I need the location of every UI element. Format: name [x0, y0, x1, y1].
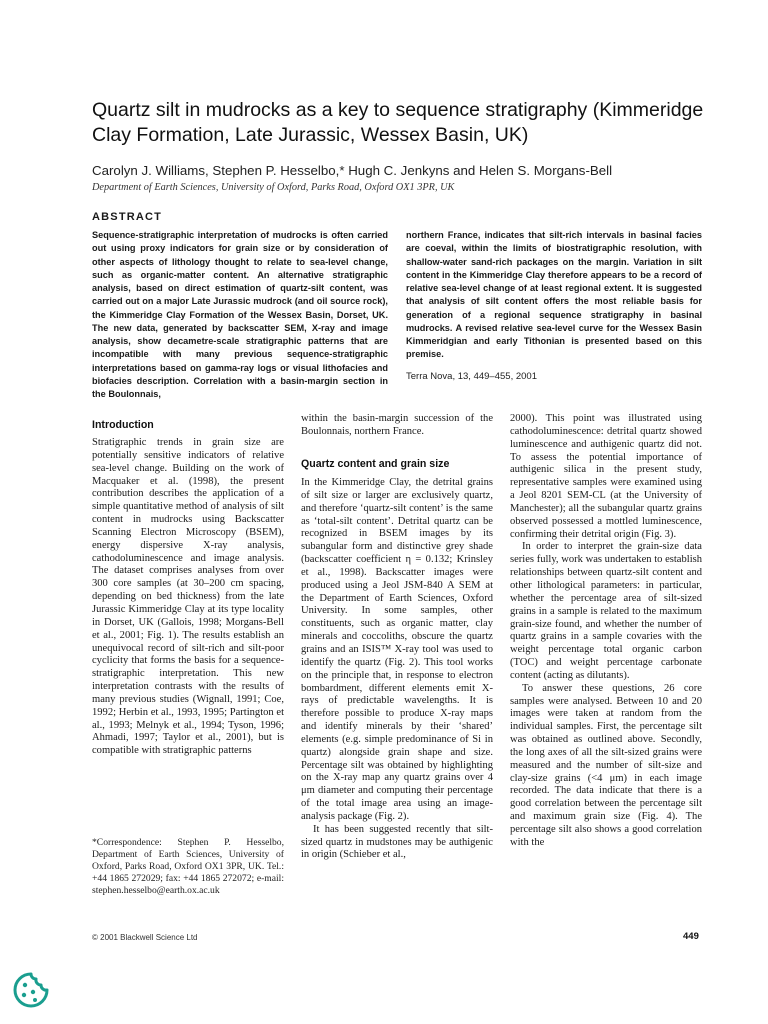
journal-citation: Terra Nova, 13, 449–455, 2001 [406, 371, 537, 382]
author-list: Carolyn J. Williams, Stephen P. Hesselbo,* Hugh C. Jenkyns and Helen S. Morgans-Bell [92, 163, 613, 178]
body-column-3 [510, 413, 702, 850]
continuation-paragraph: within the basin-margin succession of the Boulonnais, northern France. [301, 413, 493, 437]
body-column-2-lower [301, 477, 493, 862]
introduction-heading: Introduction [92, 419, 154, 431]
body-column-1 [92, 437, 284, 758]
abstract-text-left: Sequence-stratigraphic interpretation of mudrocks is often carried out using proxy indicators for grain size or by consideration of other aspects of lithology thought to relate to sea-level change, such as organic-matter content. An alternative stratigraphic analysis, based on direct estimation of quartz-silt content, was carried out on a major Late Jurassic mudrock (and oil source rock), the Kimmeridge Clay Formation of the Wessex Basin, Dorset, UK. The new data, generated by backscatter SEM, X-ray and image analysis, show decametre-scale stratigraphic patterns that are incompatible with many previous sequence-stratigraphic interpretations based on gamma-ray logs or visual lithofacies and biofacies description. Correlation with a basin-margin section in the Boulonnais, [92, 230, 388, 399]
intro-paragraph: Stratigraphic trends in grain size are potentially sensitive indicators of relative sea-level change. Building on the work of Macquaker et al. (1998), the present contribution describes the application of a simple quantitative method of analysis of silt content in mudrocks using Backscatter Scanning Electron Microscopy (BSEM), energy dispersive X-ray analysis, cathodoluminescence and image analysis. The dataset comprises analyses from over 300 core samples (at 30–200 cm spacing, depending on bed thickness) from the late Jurassic Kimmeridge Clay at its type locality in Dorset, UK (Gallois, 1998; Morgans-Bell et al., 2001; Fig. 1). The results establish an unequivocal record of silt-rich and silt-poor cyclicity that forms the basis for a sequence-stratigraphic interpretation. This new interpretation contrasts with the results of many previous studies (Wignall, 1991; Coe, 1992; Herbin et al., 1993, 1995; Partington et al., 1993; Melnyk et al., 1994; Tyson, 1996; Ahmadi, 1997; Taylor et al., 2001), but is compatible with stratigraphic patterns [92, 437, 284, 757]
abstract-text-right: northern France, indicates that silt-rich intervals in basinal facies are coeval, within the limits of biostratigraphic resolution, with shallow-water sand-rich packages on the margin. Variation in silt content in the Kimmeridge Clay therefore appears to be a record of relative sea-level change of at least regional extent. It is suggested that analysis of silt content offers the most reliable basis for generation of a regional sequence stratigraphy in basinal mudrocks. A revised relative sea-level curve for the Wessex Basin Kimmeridgian and early Tithonian is presented based on this premise. [406, 230, 702, 360]
copyright-notice: © 2001 Blackwell Science Ltd [92, 933, 198, 942]
affiliation: Department of Earth Sciences, University of Oxford, Parks Road, Oxford OX1 3PR, UK [92, 182, 455, 193]
page-number: 449 [683, 931, 699, 942]
paper-title: Quartz silt in mudrocks as a key to sequence stratigraphy (Kimmeridge Clay Formation, Late Jurassic, Wessex Basin, UK) [92, 99, 704, 146]
body-column-2 [301, 413, 493, 439]
quartz-paragraph-1: In the Kimmeridge Clay, the detrital grains of silt size or larger are exclusively quartz, and therefore ‘quartz-silt content’ is the same as ‘total-silt content’. Detrital quartz can be recognized in BSEM images by its subangular form and distinctive grey shade (backscatter coefficient η = 0.132; Krinsley et al., 1998). Backscatter images were produced using a Jeol JSM-840 A SEM at the Department of Earth Sciences, Oxford University. In some samples, other constituents, such as organic matter, clay minerals and coccoliths, obscure the quartz grains and an ISIS™ X-ray tool was used to identify the quartz (Fig. 2). This tool works on the principle that, in response to electron bombardment, different elements emit X-rays of predictable wavelengths. It is therefore possible to produce X-ray maps and identify minerals by their ‘shared’ elements (e.g. simple predominance of Si in quartz) alongside grain shape and size. Percentage silt was obtained by highlighting on the X-ray map any quartz grains over 4 μm diameter and computing their percentage of the total image area using an image-analysis package (Fig. 2). [301, 477, 493, 822]
quartz-section-heading: Quartz content and grain size [301, 458, 450, 470]
col3-paragraph-2: In order to interpret the grain-size data series fully, work was undertaken to establish relationships between quartz-silt content and other lithological parameters: in particular, whether the percentage area of silt-sized grains in a sample is related to the maximum grain-size found, and whether the number of quartz grains in a sample covaries with the weight percentage total organic carbon (TOC) and weight percentage carbonate content (acting as dilutants). [510, 541, 702, 681]
quartz-paragraph-2: It has been suggested recently that silt-sized quartz in mudstones may be authigenic in origin (Schieber et al., [301, 823, 493, 861]
cookie-icon[interactable] [11, 970, 51, 1010]
correspondence-footnote: *Correspondence: Stephen P. Hesselbo, Department of Earth Sciences, University of Oxford, Parks Road, Oxford OX1 3PR, UK. Tel.: +44 1865 272029; fax: +44 1865 272072; e-mail: stephen.hesselbo@earth.ox.ac.uk [92, 837, 284, 896]
abstract-heading: ABSTRACT [92, 211, 163, 223]
col3-paragraph-3: To answer these questions, 26 core samples were analysed. Between 10 and 20 images were taken at random from the individual samples. First, the percentage silt was obtained as outlined above. Secondly, the long axes of all the silt-sized grains were measured and the number of silt-size and clay-size grains (<4 μm) in each image recorded. The data indicate that there is a good correlation between the percentage silt and maximum grain size (Fig. 4). The percentage silt also shows a good correlation with the [510, 682, 702, 848]
col3-paragraph-1: 2000). This point was illustrated using cathodoluminescence: detrital quartz showed luminescence and authigenic quartz did not. To assess the potential importance of authigenic silica in the present study, representative samples were examined using a Jeol 8201 SEM-CL (at the University of Manchester); all the subangular quartz grains observed possessed a mottled luminescence, confirming their detrital origin (Fig. 3). [510, 413, 702, 540]
